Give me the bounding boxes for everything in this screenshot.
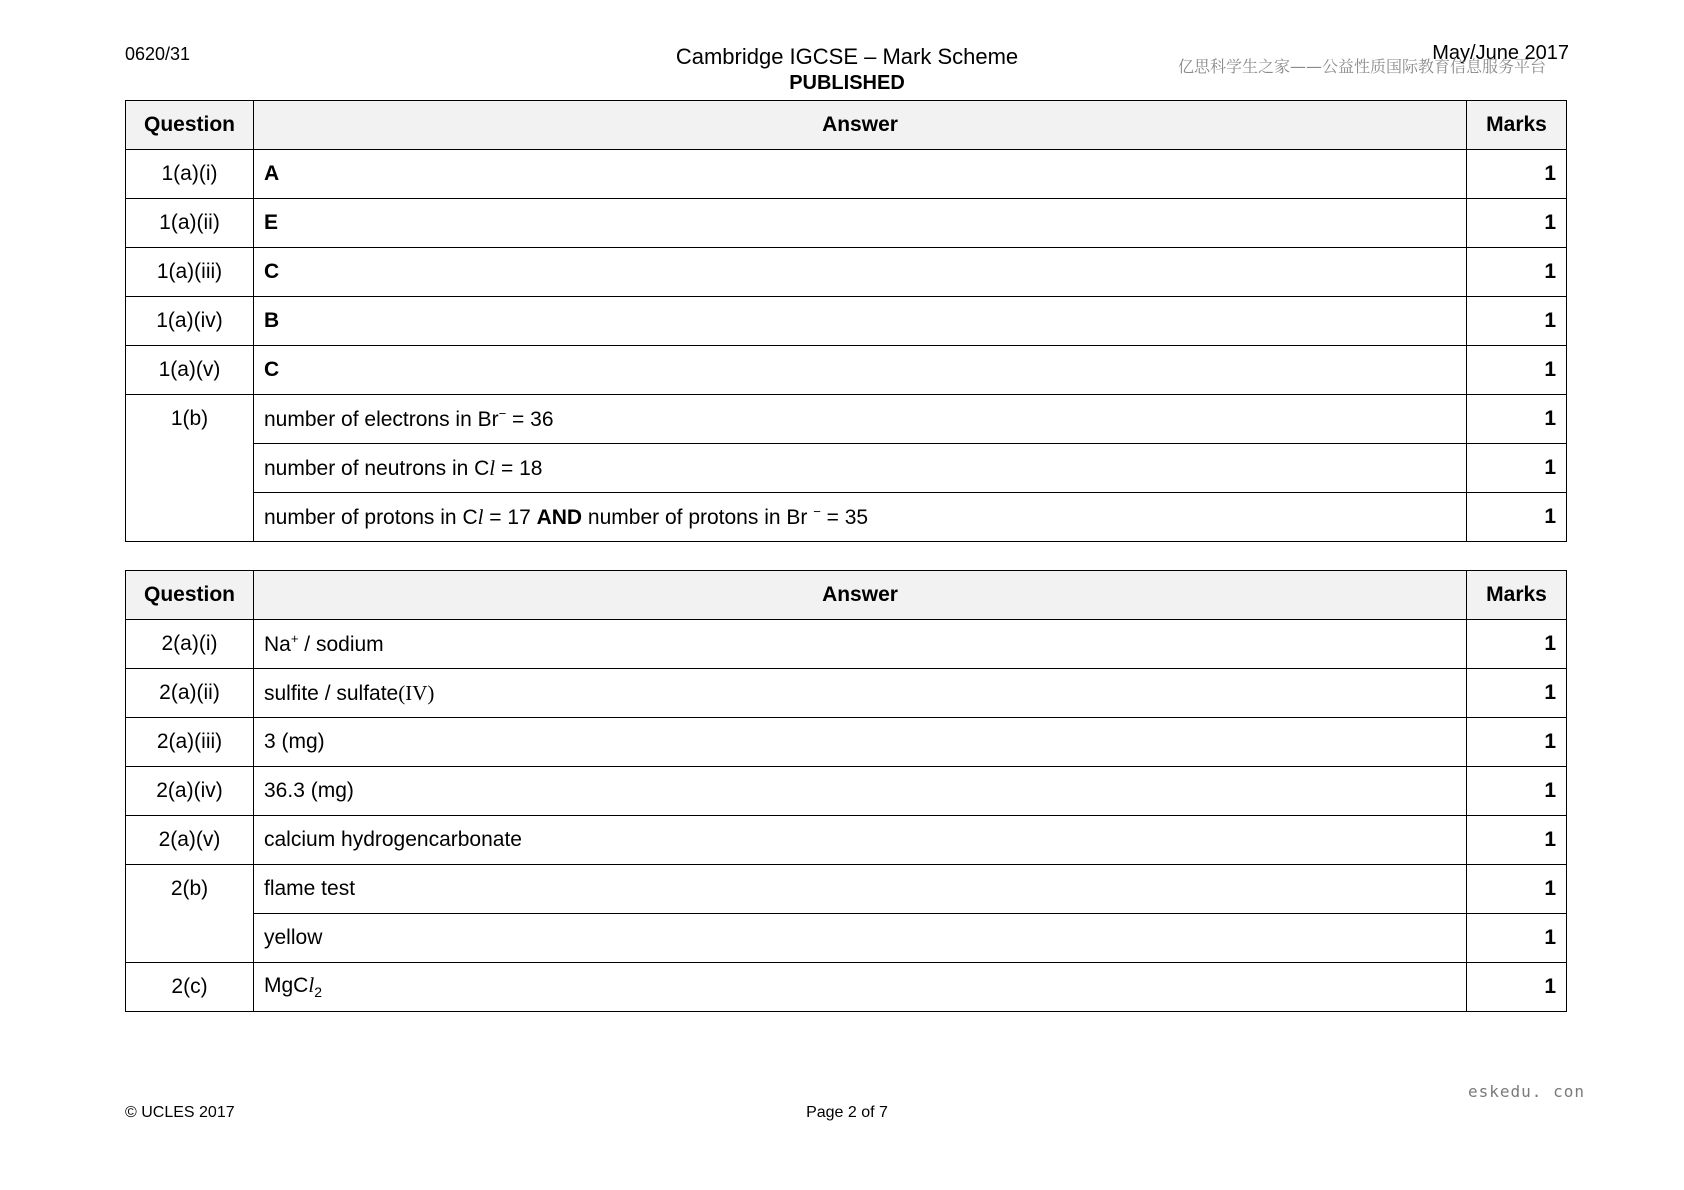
chlorine-l: l bbox=[489, 455, 496, 480]
answer-text: MgC bbox=[264, 974, 309, 998]
answer-cell: C bbox=[254, 248, 1467, 297]
question-cell: 2(a)(iv) bbox=[126, 767, 254, 816]
table-row bbox=[126, 963, 1567, 1012]
marks-cell: 1 bbox=[1467, 718, 1567, 767]
answer-cell: flame test bbox=[254, 865, 1467, 914]
answer-cell: E bbox=[254, 199, 1467, 248]
watermark-text: 亿思科学生之家——公益性质国际教育信息服务平台 bbox=[1178, 57, 1547, 76]
answer-cell bbox=[254, 493, 1467, 542]
answer-text: number of protons in C bbox=[264, 506, 478, 529]
answer-cell: yellow bbox=[254, 914, 1467, 963]
header-question: Question bbox=[126, 101, 254, 150]
question-cell: 1(a)(v) bbox=[126, 346, 254, 395]
marks-cell: 1 bbox=[1467, 199, 1567, 248]
question-cell: 2(a)(iii) bbox=[126, 718, 254, 767]
question-cell: 1(a)(ii) bbox=[126, 199, 254, 248]
page-number: Page 2 of 7 bbox=[806, 1104, 888, 1121]
table-row bbox=[126, 199, 1567, 248]
marks-cell: 1 bbox=[1467, 669, 1567, 718]
question-cell: 2(a)(v) bbox=[126, 816, 254, 865]
site-watermark: eskedu. con bbox=[1468, 1082, 1585, 1101]
published-label: PUBLISHED bbox=[789, 72, 905, 94]
header-answer: Answer bbox=[254, 571, 1467, 620]
exam-session: May/June 2017 bbox=[1432, 42, 1569, 64]
marks-cell: 1 bbox=[1467, 346, 1567, 395]
marks-cell: 1 bbox=[1467, 816, 1567, 865]
marks-cell: 1 bbox=[1467, 248, 1567, 297]
answer-cell bbox=[254, 620, 1467, 669]
table-row bbox=[126, 395, 1567, 444]
answer-cell bbox=[254, 444, 1467, 493]
table-header-row bbox=[126, 571, 1567, 620]
marks-cell: 1 bbox=[1467, 914, 1567, 963]
question-1-table bbox=[125, 100, 1567, 542]
header-marks: Marks bbox=[1467, 571, 1567, 620]
answer-cell: B bbox=[254, 297, 1467, 346]
answer-cell: 3 (mg) bbox=[254, 718, 1467, 767]
chlorine-l: l bbox=[477, 505, 484, 529]
header-answer: Answer bbox=[254, 101, 1467, 150]
copyright: © UCLES 2017 bbox=[125, 1104, 235, 1121]
table-row bbox=[126, 816, 1567, 865]
table-row bbox=[126, 150, 1567, 199]
question-cell: 2(c) bbox=[126, 963, 254, 1012]
marks-cell: 1 bbox=[1467, 493, 1567, 542]
answer-cell bbox=[254, 963, 1467, 1012]
marks-cell: 1 bbox=[1467, 620, 1567, 669]
answer-text: / sodium bbox=[298, 633, 384, 656]
marks-cell: 1 bbox=[1467, 395, 1567, 444]
header-question: Question bbox=[126, 571, 254, 620]
answer-text: number of neutrons in C bbox=[264, 456, 490, 480]
ion-charge: + bbox=[290, 631, 299, 646]
table-row bbox=[126, 297, 1567, 346]
answer-text: number of electrons in Br bbox=[264, 408, 499, 431]
subscript: 2 bbox=[314, 984, 322, 1001]
answer-cell: 36.3 (mg) bbox=[254, 767, 1467, 816]
marks-cell: 1 bbox=[1467, 767, 1567, 816]
table-row bbox=[126, 767, 1567, 816]
table-row bbox=[126, 669, 1567, 718]
question-cell: 2(b) bbox=[126, 865, 254, 963]
header-marks: Marks bbox=[1467, 101, 1567, 150]
ion-charge: − bbox=[498, 406, 507, 421]
table-row bbox=[126, 493, 1567, 542]
answer-cell: calcium hydrogencarbonate bbox=[254, 816, 1467, 865]
question-cell: 1(a)(i) bbox=[126, 150, 254, 199]
answer-cell bbox=[254, 669, 1467, 718]
answer-value: = 18 bbox=[495, 456, 543, 480]
and-keyword: AND bbox=[536, 506, 583, 529]
marks-cell: 1 bbox=[1467, 865, 1567, 914]
answer-value: = 17 bbox=[483, 506, 537, 529]
question-cell: 1(a)(iv) bbox=[126, 297, 254, 346]
title-text: Cambridge IGCSE – Mark Scheme bbox=[675, 44, 1019, 69]
table-row bbox=[126, 718, 1567, 767]
answer-cell bbox=[254, 395, 1467, 444]
answer-value: = 35 bbox=[820, 506, 869, 529]
answer-cell: A bbox=[254, 150, 1467, 199]
question-cell: 1(b) bbox=[126, 395, 254, 542]
exam-code: 0620/31 bbox=[125, 44, 191, 64]
answer-cell: C bbox=[254, 346, 1467, 395]
chlorine-l: l bbox=[308, 973, 315, 998]
question-cell: 2(a)(ii) bbox=[126, 669, 254, 718]
table-row bbox=[126, 444, 1567, 493]
answer-text: sulfite / sulfate bbox=[264, 681, 399, 705]
marks-cell: 1 bbox=[1467, 150, 1567, 199]
table-row bbox=[126, 914, 1567, 963]
question-2-table bbox=[125, 570, 1567, 1012]
table-row bbox=[126, 620, 1567, 669]
table-header-row bbox=[126, 101, 1567, 150]
answer-value: = 36 bbox=[506, 408, 554, 431]
question-cell: 2(a)(i) bbox=[126, 620, 254, 669]
question-cell: 1(a)(iii) bbox=[126, 248, 254, 297]
ion-charge: − bbox=[813, 504, 821, 519]
marks-cell: 1 bbox=[1467, 444, 1567, 493]
marks-cell: 1 bbox=[1467, 297, 1567, 346]
answer-text: number of protons in Br bbox=[582, 506, 814, 529]
table-row bbox=[126, 248, 1567, 297]
marks-cell: 1 bbox=[1467, 963, 1567, 1012]
document-title bbox=[600, 44, 1094, 96]
table-row bbox=[126, 346, 1567, 395]
roman-numeral: (IV) bbox=[398, 680, 435, 705]
table-row bbox=[126, 865, 1567, 914]
answer-text: Na bbox=[264, 633, 291, 656]
